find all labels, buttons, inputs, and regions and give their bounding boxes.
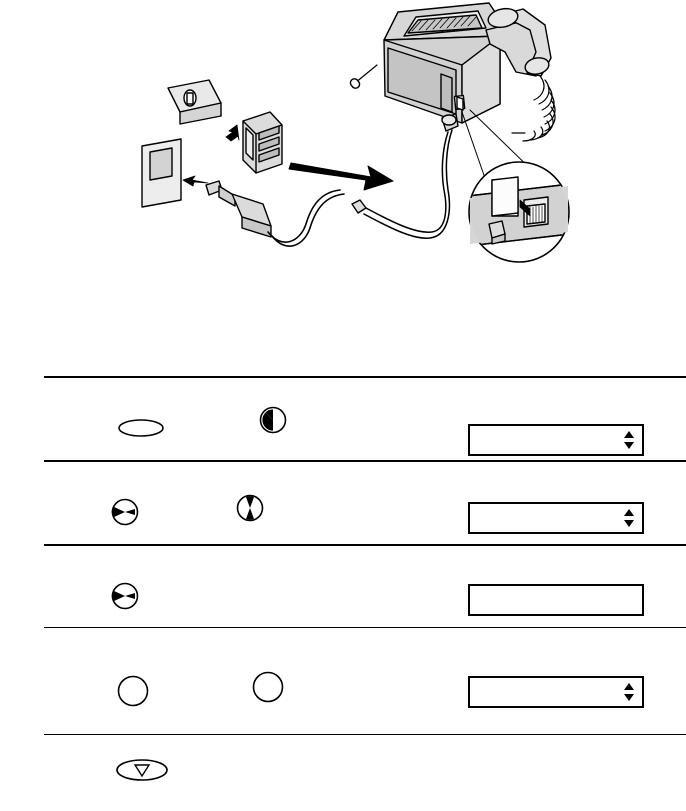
round-key-b[interactable] [252,671,284,708]
lcd-display [468,424,644,456]
scroll-arrows-icon [622,430,636,450]
table-row [44,734,686,798]
lcd-display [468,584,644,616]
table-row [44,376,686,460]
jack-detail-callout [468,162,570,262]
wall-telephone-jack [168,80,221,124]
nav-key-down[interactable] [236,494,264,527]
step-keys [44,735,464,798]
table-row [44,460,686,544]
fax-machine [384,3,555,141]
modular-plug-left [206,181,271,237]
nav-key-left[interactable] [259,406,287,439]
table-row [44,627,686,734]
nav-key-right[interactable] [109,498,141,531]
scroll-arrows-icon [622,682,636,702]
step-keys [44,546,464,627]
nav-key-right[interactable] [109,582,141,615]
table-row [44,544,686,627]
step-keys [44,378,464,460]
scroll-arrows-icon [622,508,636,528]
stop-key[interactable] [115,758,169,787]
illustration-figure [0,0,686,375]
procedure-steps-table [44,376,686,798]
round-key-a[interactable] [117,675,149,712]
step-keys [44,462,464,544]
step-keys [44,628,464,734]
wall-plate [142,139,181,207]
menu-key[interactable] [117,418,165,443]
lcd-display [468,502,644,534]
terminal-adapter-box [243,112,282,173]
lcd-display [468,676,644,708]
